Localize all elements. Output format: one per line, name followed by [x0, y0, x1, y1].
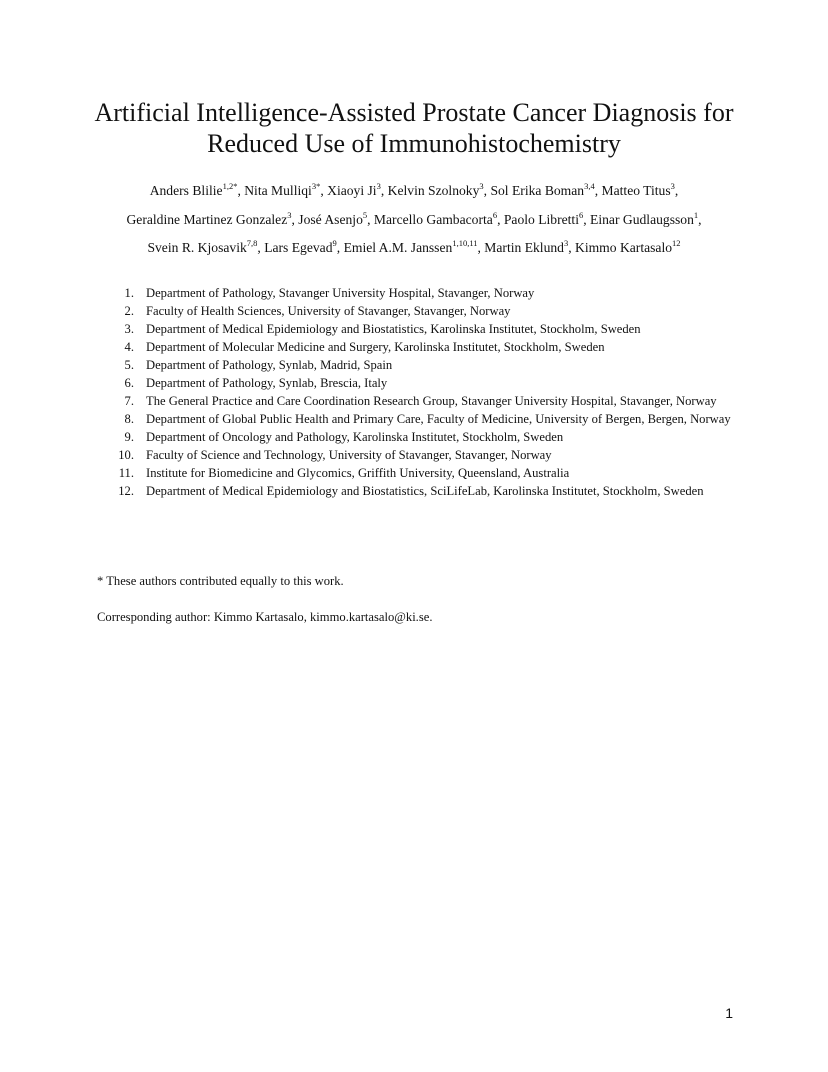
page-number: 1: [725, 1005, 733, 1021]
author-name: Kimmo Kartasalo: [575, 240, 673, 255]
affiliation-text: Department of Pathology, Stavanger University Hospital, Stavanger, Norway: [146, 286, 535, 300]
affiliation-list: [97, 284, 747, 500]
affiliation-number: 3.: [124, 322, 134, 336]
affiliation-item: [97, 284, 747, 302]
affiliation-item: [97, 464, 747, 482]
affiliation-number: 2.: [124, 304, 134, 318]
affiliation-number: 12.: [118, 484, 134, 498]
affiliation-text: Department of Medical Epidemiology and Biostatistics, Karolinska Institutet, Stockholm, Sweden: [146, 322, 641, 336]
author-name: Emiel A.M. Janssen: [343, 240, 453, 255]
author-affiliation-sup: 3: [479, 181, 484, 191]
affiliation-item: [97, 446, 747, 464]
affiliation-item: [97, 302, 747, 320]
affiliation-item: [97, 356, 747, 374]
affiliation-item: [97, 320, 747, 338]
author-name: Anders Blilie: [149, 183, 223, 198]
title-line-1: Artificial Intelligence-Assisted Prostate Cancer Diagnosis for: [94, 98, 734, 127]
affiliation-number: 10.: [118, 448, 134, 462]
affiliation-item: [97, 392, 747, 410]
affiliation-number: 4.: [124, 340, 134, 354]
corresponding-author: Corresponding author: Kimmo Kartasalo, kimmo.kartasalo@ki.se.: [97, 610, 433, 624]
affiliation-text: Institute for Biomedicine and Glycomics, Griffith University, Queensland, Australia: [146, 466, 570, 480]
author-affiliation-sup: 3: [670, 181, 675, 191]
author-affiliation-sup: 1,10,11: [452, 238, 478, 248]
affiliation-text: Department of Pathology, Synlab, Madrid, Spain: [146, 358, 393, 372]
affiliation-item: [97, 410, 747, 428]
author-name: Sol Erika Boman: [490, 183, 585, 198]
affiliation-text: Faculty of Science and Technology, University of Stavanger, Stavanger, Norway: [146, 448, 552, 462]
author-affiliation-sup: 3: [376, 181, 381, 191]
author-name: José Asenjo: [298, 212, 363, 227]
equal-contribution-note: * These authors contributed equally to this work.: [97, 574, 344, 588]
author-affiliation-sup: 9: [332, 238, 337, 248]
affiliation-text: Department of Global Public Health and Primary Care, Faculty of Medicine, University of Bergen, Bergen, Norway: [146, 412, 731, 426]
affiliation-number: 1.: [124, 286, 134, 300]
affiliation-item: [97, 482, 747, 500]
author-affiliation-sup: 1: [693, 210, 699, 220]
affiliation-text: Department of Medical Epidemiology and Biostatistics, SciLifeLab, Karolinska Institutet, Stockholm, Sweden: [146, 484, 704, 498]
author-line-3: Svein R. Kjosavik$^{7,8}$, Lars Egevad$^9$, Emiel A.M. Janssen$^{1,10,11}$, Martin Eklund$^3$, Kimmo Kartasalo$^{12}$: [147, 238, 681, 255]
author-name: Paolo Libretti: [503, 212, 579, 227]
author-affiliation-sup: 3,4: [584, 181, 595, 191]
author-name: Kelvin Szolnoky: [387, 183, 480, 198]
author-affiliation-sup: 5: [362, 210, 368, 220]
affiliation-number: 6.: [124, 376, 134, 390]
author-affiliation-sup: 1,2*: [222, 181, 238, 191]
author-name: Marcello Gambacorta: [373, 212, 493, 227]
author-affiliation-sup: 7,8: [246, 238, 258, 248]
affiliation-number: 9.: [124, 430, 134, 444]
affiliation-text: Department of Oncology and Pathology, Karolinska Institutet, Stockholm, Sweden: [146, 430, 564, 444]
author-affiliation-sup: 12: [672, 238, 681, 248]
affiliation-text: The General Practice and Care Coordination Research Group, Stavanger University Hospital, Stavanger, Norway: [146, 394, 717, 408]
title-line-2: Reduced Use of Immunohistochemistry: [207, 129, 621, 158]
paper-title: [0, 97, 828, 159]
author-affiliation-sup: 3: [563, 238, 569, 248]
author-name: Xiaoyi Ji: [327, 183, 377, 198]
author-name: Einar Gudlaugsson: [590, 212, 694, 227]
affiliation-text: Faculty of Health Sciences, University of Stavanger, Stavanger, Norway: [146, 304, 511, 318]
author-line-2: Geraldine Martinez Gonzalez$^3$, José Asenjo$^5$, Marcello Gambacorta$^6$, Paolo Libretti$^6$, Einar Gudlaugsson$^1$,: [126, 210, 702, 227]
author-affiliation-sup: 3*: [311, 181, 321, 191]
author-name: Martin Eklund: [484, 240, 564, 255]
affiliation-item: [97, 338, 747, 356]
author-line-1: Anders Blilie$^{1,2*}$, Nita Mulliqi$^{3*}$, Xiaoyi Ji$^3$, Kelvin Szolnoky$^3$, Sol Erika Boman$^{3,4}$, Matteo Titus$^3$,: [149, 181, 679, 198]
author-name: Lars Egevad: [264, 240, 333, 255]
author-name: Matteo Titus: [601, 183, 671, 198]
affiliation-number: 5.: [124, 358, 134, 372]
affiliation-number: 11.: [118, 466, 134, 480]
affiliation-item: [97, 428, 747, 446]
author-name: Geraldine Martinez Gonzalez: [126, 212, 288, 227]
author-affiliation-sup: 3: [287, 210, 292, 220]
affiliation-item: [97, 374, 747, 392]
author-affiliation-sup: 6: [579, 210, 584, 220]
affiliation-number: 7.: [124, 394, 134, 408]
affiliation-text: Department of Pathology, Synlab, Brescia, Italy: [146, 376, 388, 390]
affiliation-text: Department of Molecular Medicine and Surgery, Karolinska Institutet, Stockholm, Sweden: [146, 340, 605, 354]
author-name: Svein R. Kjosavik: [147, 240, 247, 255]
affiliation-number: 8.: [124, 412, 134, 426]
author-name: Nita Mulliqi: [244, 183, 312, 198]
author-affiliation-sup: 6: [492, 210, 498, 220]
